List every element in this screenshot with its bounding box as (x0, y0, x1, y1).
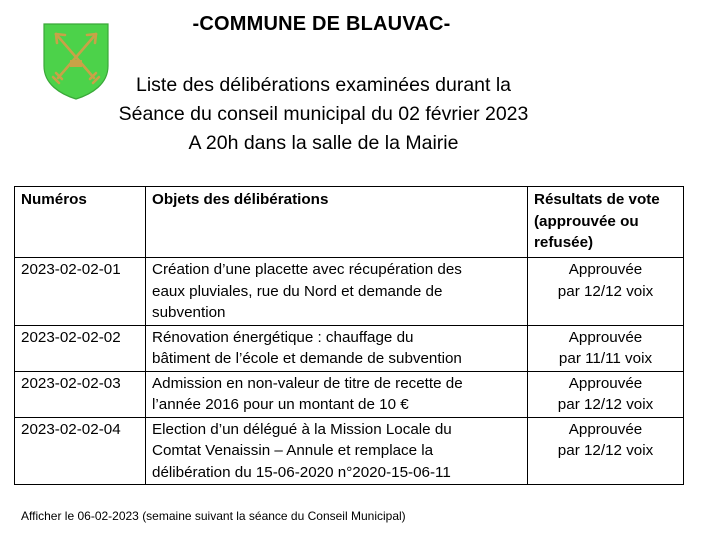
header-results-line: refusée) (534, 234, 594, 251)
result-line: Approuvée (568, 328, 643, 346)
header-numbers: Numéros (15, 187, 146, 258)
deliberation-object (146, 258, 528, 326)
header-objects: Objets des délibérations (146, 187, 528, 258)
deliberation-number: 2023-02-02-03 (15, 371, 146, 417)
result-line: Approuvée (568, 374, 643, 392)
subtitle-line-3: A 20h dans la salle de la Mairie (188, 132, 459, 154)
object-line: Comtat Venaissin – Annule et remplace la (152, 442, 434, 459)
table-row (15, 417, 684, 485)
result-line: par 12/12 voix (557, 442, 654, 459)
table-row (15, 325, 684, 371)
header-results (528, 187, 684, 258)
object-line: l’année 2016 pour un montant de 10 € (152, 396, 409, 413)
vote-result (528, 371, 684, 417)
subtitle-line-1: Liste des délibérations examinées durant la (135, 74, 512, 96)
header-results-line: (approuvée ou (534, 212, 639, 230)
deliberation-number: 2023-02-02-04 (15, 417, 146, 485)
result-line: Approuvée (568, 261, 643, 278)
deliberations-table (14, 186, 684, 485)
result-line: par 12/12 voix (557, 396, 654, 413)
deliberation-number: 2023-02-02-02 (15, 325, 146, 371)
vote-result (528, 258, 684, 326)
deliberation-object (146, 325, 528, 371)
table-row (15, 258, 684, 326)
object-line: Admission en non-valeur de titre de recette de (152, 374, 463, 392)
object-line: Rénovation énergétique : chauffage du (152, 328, 414, 346)
result-line: par 12/12 voix (557, 282, 654, 300)
object-line: Election d’un délégué à la Mission Locale du (152, 420, 452, 438)
object-line: bâtiment de l’école et demande de subvention (152, 350, 462, 367)
commune-title: -COMMUNE DE BLAUVAC- (192, 13, 451, 35)
table-row (15, 371, 684, 417)
object-line: subvention (152, 304, 226, 321)
object-line: eaux pluviales, rue du Nord et demande de (152, 282, 443, 300)
result-line: par 11/11 voix (558, 350, 653, 367)
header-results-line: Résultats de vote (534, 191, 660, 208)
subtitle-line-2: Séance du conseil municipal du 02 février 2023 (118, 103, 529, 125)
vote-result (528, 325, 684, 371)
object-line: Création d’une placette avec récupération des (152, 261, 462, 278)
deliberation-object (146, 371, 528, 417)
table-header-row (15, 187, 684, 258)
deliberation-object (146, 417, 528, 485)
posting-note: Afficher le 06-02-2023 (semaine suivant la séance du Conseil Municipal) (21, 509, 406, 523)
object-line: délibération du 15-06-2020 n°2020-15-06-11 (152, 463, 451, 481)
result-line: Approuvée (568, 420, 643, 438)
deliberation-number: 2023-02-02-01 (15, 258, 146, 326)
vote-result (528, 417, 684, 485)
